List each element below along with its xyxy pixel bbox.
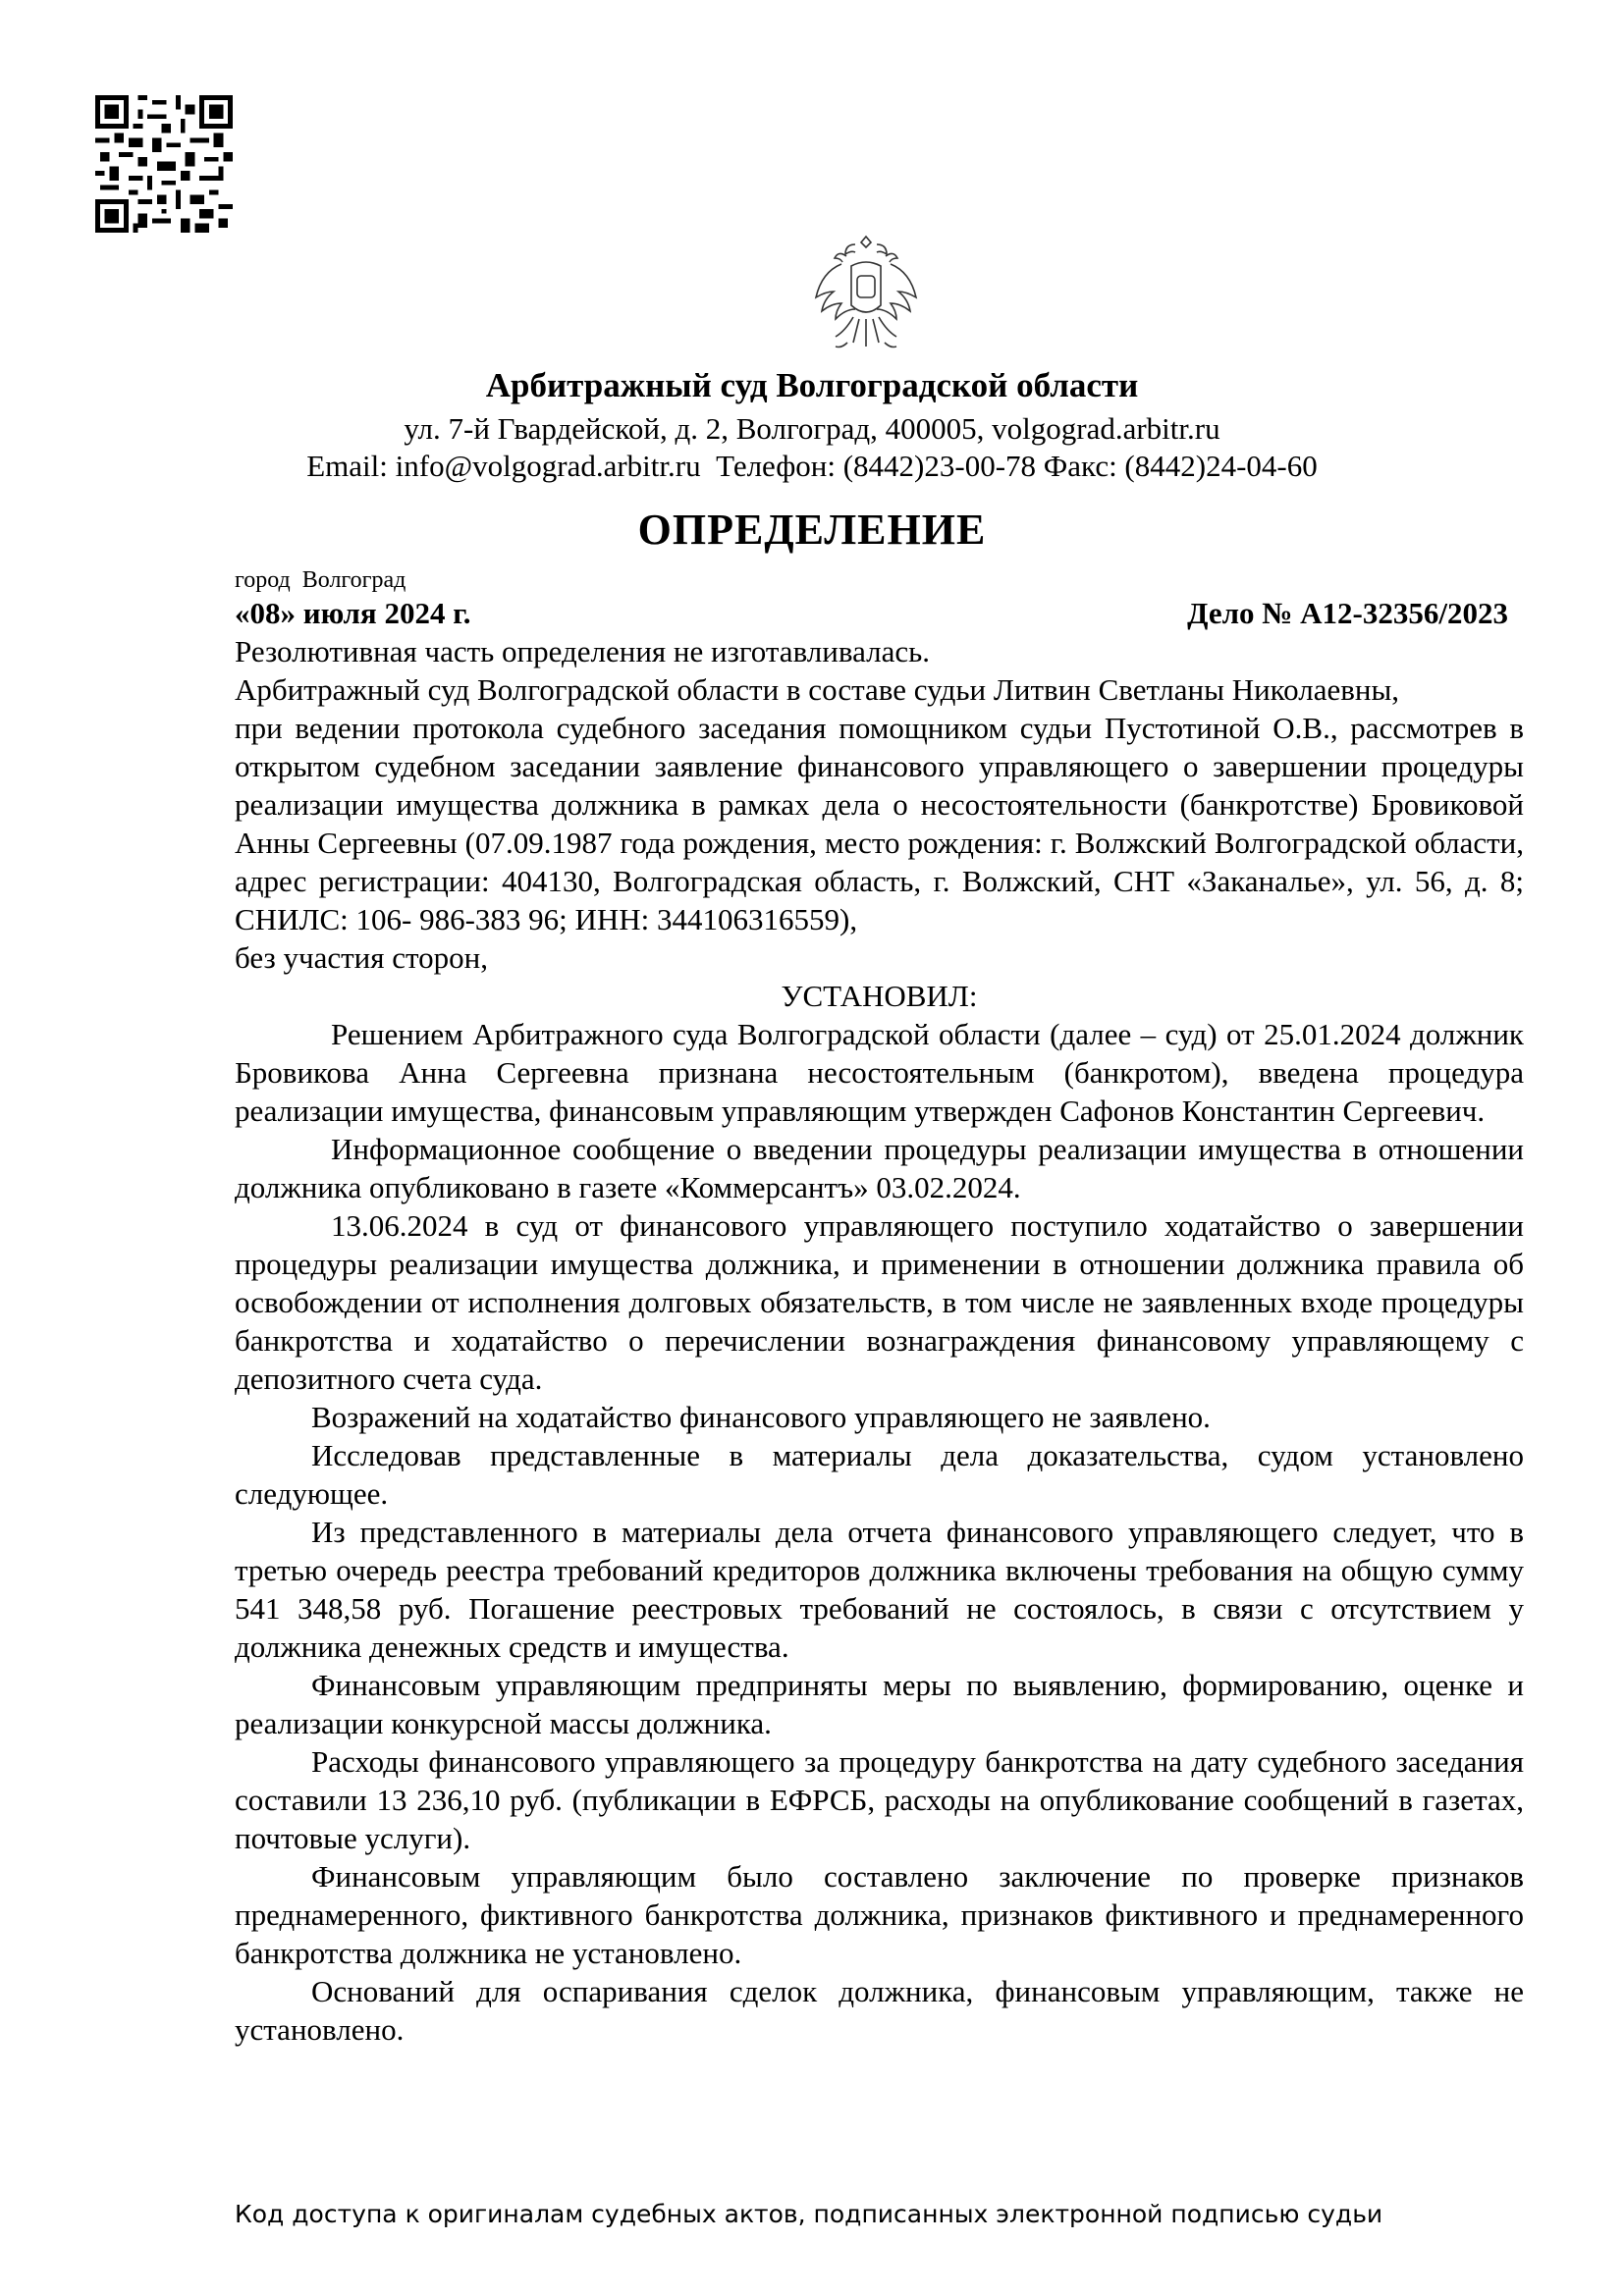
paragraph-case-description: при ведении протокола судебного заседания помощником судьи Пустотиной О.В., рассмотрев в открытом судебном заседании заявление финансового управляющего о завершении процедуры реализации имущества должника в рамках дела о несостоятельности (банкротстве) Бровиковой Анны Сергеевны (07.09.1987 года рождения, место рождения: г. Волжский Волгоградской области, адрес регистрации: 404130, Волгоградская область, г. Волжский, СНТ «Заканалье», ул. 56, д. 8; СНИЛС: 106- 986-383 96; ИНН: 344106316559), [235, 711, 1524, 936]
paragraph-conclusion: Финансовым управляющим было составлено заключение по проверке признаков преднамеренного, фиктивного банкротства должника, признаков фиктивного и преднамеренного банкротства должника не установлено. [235, 1859, 1524, 1970]
paragraph-expenses: Расходы финансового управляющего за процедуру банкротства на дату судебного заседания составили 13 236,10 руб. (публикации в ЕФРСБ, расходы на опубликование сообщений в газетах, почтовые услуги). [235, 1744, 1524, 1855]
paragraph-petition: 13.06.2024 в суд от финансового управляющего поступило ходатайство о завершении процедуры реализации имущества должника, и применении в отношении должника правила об освобождении от исполнения долговых обязательств, в том числе не заявленных входе процедуры банкротства и ходатайство о перечислении вознаграждения финансовому управляющему с депозитного счета суда. [235, 1208, 1524, 1396]
paragraph-decision: Решением Арбитражного суда Волгоградской области (далее – суд) от 25.01.2024 должник Бровикова Анна Сергеевна признана несостоятельным (банкротом), введена процедура реализации имущества, финансовым управляющим утвержден Сафонов Константин Сергеевич. [235, 1017, 1524, 1128]
paragraph-measures: Финансовым управляющим предприняты меры по выявлению, формированию, оценке и реализации конкурсной массы должника. [235, 1668, 1524, 1740]
city: город Волгоград [235, 567, 406, 593]
paragraph-report: Из представленного в материалы дела отчета финансового управляющего следует, что в третью очередь реестра требований кредиторов должника включены требования на общую сумму 541 348,58 руб. Погашение реестровых требований не состоялось, в связи с отсутствием у должника денежных средств и имущества. [235, 1515, 1524, 1664]
court-address: ул. 7-й Гвардейской, д. 2, Волгоград, 400005, volgograd.arbitr.ru [404, 411, 1220, 446]
paragraph-publication: Информационное сообщение о введении процедуры реализации имущества в отношении должника опубликовано в газете «Коммерсантъ» 03.02.2024. [235, 1132, 1524, 1204]
document-title: ОПРЕДЕЛЕНИЕ [637, 506, 987, 554]
court-contacts: Email: info@volgograd.arbitr.ru Телефон: (8442)23-00-78 Факс: (8442)24-04-60 [306, 449, 1318, 483]
court-name: Арбитражный суд Волгоградской области [485, 366, 1139, 404]
paragraph-parties: без участия сторон, [235, 940, 488, 975]
case-number: Дело № А12-32356/2023 [1187, 596, 1508, 630]
document-date: «08» июля 2024 г. [235, 596, 471, 630]
section-heading-established: УСТАНОВИЛ: [781, 979, 978, 1013]
paragraph-resolution-note: Резолютивная часть определения не изготавливалась. [235, 634, 930, 668]
paragraph-court-composition: Арбитражный суд Волгоградской области в составе судьи Литвин Светланы Николаевны, [235, 672, 1400, 707]
document-body [235, 632, 1524, 2049]
qr-code [95, 95, 233, 233]
paragraph-evidence: Исследовав представленные в материалы дела доказательства, судом установлено следующее. [235, 1438, 1524, 1511]
paragraph-objections: Возражений на ходатайство финансового управляющего не заявлено. [311, 1400, 1211, 1434]
paragraph-transactions: Оснований для оспаривания сделок должника, финансовым управляющим, также не установлено. [235, 1974, 1524, 2047]
footer-access-code-note: Код доступа к оригиналам судебных актов, подписанных электронной подписью судьи [235, 2200, 1383, 2228]
double-headed-eagle-emblem [812, 231, 920, 354]
